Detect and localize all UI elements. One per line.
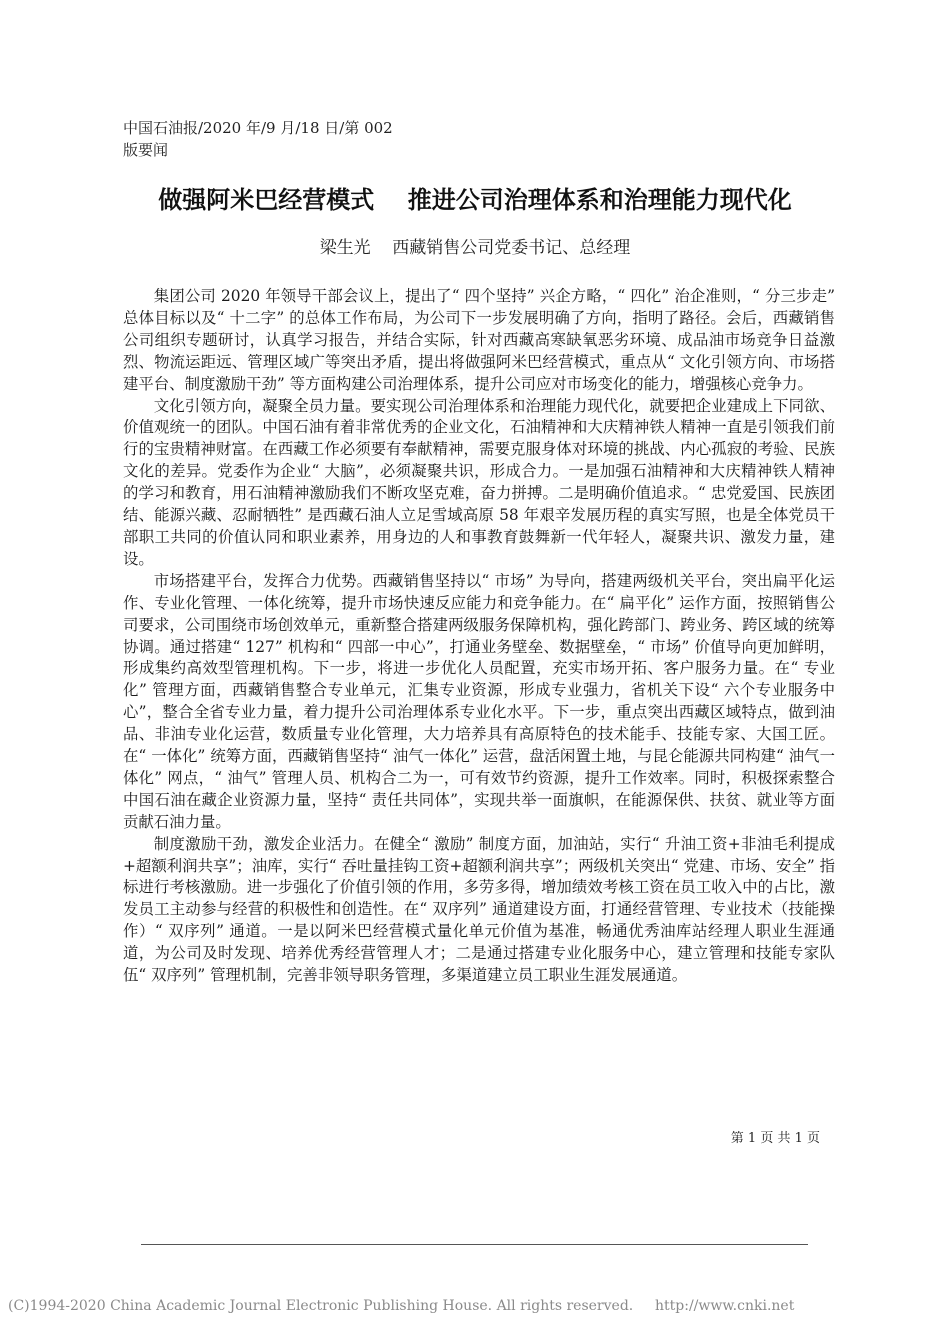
paragraph-incentive: 制度激励干劲，激发企业活力。在健全“ 激励” 制度方面，加油站，实行“ 升油工资+非油毛利提成+超额利润共享”；油库，实行“ 吞吐量挂钩工资+超额利润共享”；两级机关突出“ 党建、市场、安全” 指标进行考核激励。进一步强化了价值引领的作用，多劳多得，增加绩效考核工资在员工收入中的占比，激发员工主动参与经营的积极性和创造性。在“ 双序列” 通道建设方面，打通经营管理、专业技术（技能操作）“ 双序列” 通道。一是以阿米巴经营模式量化单元价值为基准，畅通优秀油库站经理人职业生涯通道，为公司及时发现、培养优秀经营管理人才；二是通过搭建专业化服务中心，建立管理和技能专家队伍“ 双序列” 管理机制，完善非领导职务管理，多渠道建立员工职业生涯发展通道。 xyxy=(123,834,835,985)
source-info xyxy=(123,117,523,161)
paragraph-market: 市场搭建平台，发挥合力优势。西藏销售坚持以“ 市场” 为导向，搭建两级机关平台，突出扁平化运作、专业化管理、一体化统筹，提升市场快速反应能力和竞争能力。在“ 扁平化” 运作方面，按照销售公司要求，公司围绕市场创效单元，重新整合搭建两级服务保障机构，强化跨部门、跨业务、跨区域的统筹协调。通过搭建“ 127” 机构和“ 四部一中心”，打通业务壁垒、数据壁垒，“ 市场” 价值导向更加鲜明，形成集约高效型管理机构。下一步，将进一步优化人员配置，充实市场开拓、客户服务力量。在“ 专业化” 管理方面，西藏销售整合专业单元，汇集专业资源，形成专业强力，省机关下设“ 六个专业服务中心”，整合全省专业力量，着力提升公司治理体系专业化水平。下一步，重点突出西藏区域特点，做到油品、非油专业化运营，数质量专业化管理，大力培养具有高原特色的技术能手、技能专家、大国工匠。在“ 一体化” 统筹方面，西藏销售坚持“ 油气一体化” 运营，盘活闲置土地，与昆仑能源共同构建“ 油气一体化” 网点，“ 油气” 管理人员、机构合二为一，可有效节约资源，提升工作效率。同时，积极探索整合中国石油在藏企业资源力量，坚持“ 责任共同体”，实现共举一面旗帜，在能源保供、扶贫、就业等方面贡献石油力量。 xyxy=(123,571,835,831)
copyright-notice: (C)1994-2020 China Academic Journal Electronic Publishing House. All rights reserved. xyxy=(8,1298,634,1314)
footer-divider xyxy=(141,1244,808,1245)
paragraph-intro: 集团公司 2020 年领导干部会议上，提出了“ 四个坚持” 兴企方略，“ 四化” 治企准则，“ 分三步走” 总体目标以及“ 十二字” 的总体工作布局，为公司下一步发展明确了方向，指明了路径。会后，西藏销售公司组织专题研讨，认真学习报告，并结合实际，针对西藏高寒缺氧恶劣环境、成品油市场竞争日益激烈、物流运距远、管理区域广等突出矛盾，提出将做强阿米巴经营模式，重点从“ 文化引领方向、市场搭建平台、制度激励干劲” 等方面构建公司治理体系，提升公司应对市场变化的能力，增强核心竞争力。 xyxy=(123,287,835,393)
page-number: 第 1 页 共 1 页 xyxy=(730,1131,820,1146)
article-body xyxy=(123,286,835,987)
website-link[interactable]: http://www.cnki.net xyxy=(655,1298,795,1314)
article-byline: 梁生光 西藏销售公司党委书记、总经理 xyxy=(319,238,631,258)
source-line: 中国石油报/2020 年/9 月/18 日/第 002 xyxy=(123,119,393,137)
article-title: 做强阿米巴经营模式 推进公司治理体系和治理能力现代化 xyxy=(158,186,792,214)
source-section: 版要闻 xyxy=(123,141,169,159)
paragraph-culture: 文化引领方向，凝聚全员力量。要实现公司治理体系和治理能力现代化，就要把企业建成上下同欲、价值观统一的团队。中国石油有着非常优秀的企业文化，石油精神和大庆精神铁人精神一直是引领我们前行的宝贵精神财富。在西藏工作必须要有奉献精神，需要克服身体对环境的挑战、内心孤寂的考验、民族文化的差异。党委作为企业“ 大脑”，必须凝聚共识，形成合力。一是加强石油精神和大庆精神铁人精神的学习和教育，用石油精神激励我们不断攻坚克难，奋力拼搏。二是明确价值追求。“ 忠党爱国、民族团结、能源兴藏、忍耐牺牲” 是西藏石油人立足雪域高原 58 年艰辛发展历程的真实写照，也是全体党员干部职工共同的价值认同和职业素养，用身边的人和事教育鼓舞新一代年轻人，凝聚共识、激发力量，建设。 xyxy=(123,396,835,568)
